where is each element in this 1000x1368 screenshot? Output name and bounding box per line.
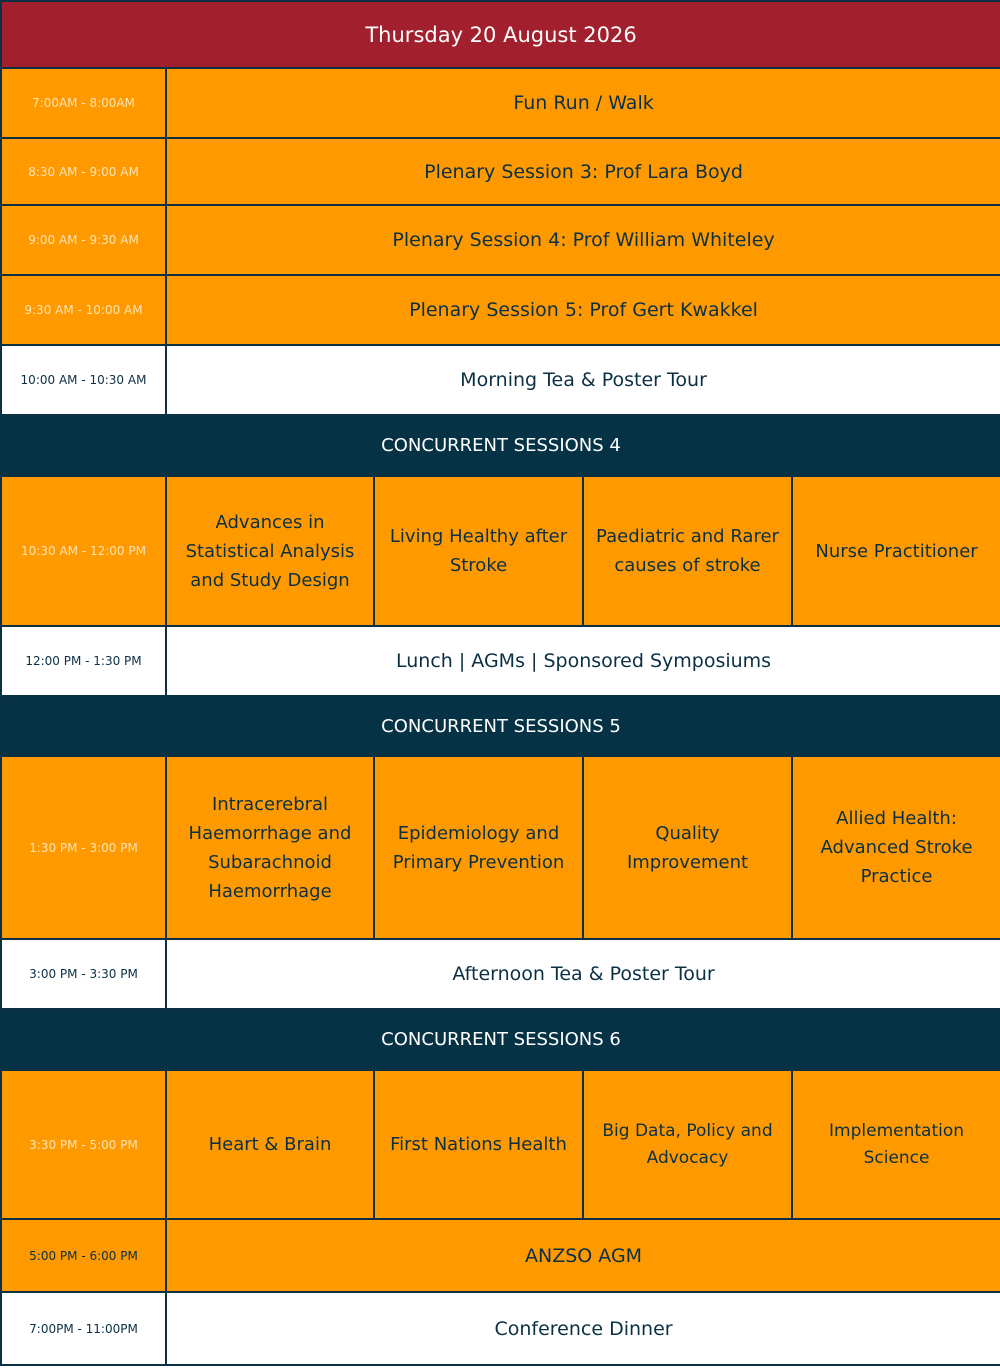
time-slot: 10:30 AM - 12:00 PM [1, 476, 166, 626]
schedule-row [1, 275, 1000, 345]
session-cell: Nurse Practitioner [792, 476, 1000, 626]
concurrent-band-row [1, 1009, 1000, 1070]
session-cell: Living Healthy after Stroke [374, 476, 583, 626]
event-cell: Lunch | AGMs | Sponsored Symposiums [166, 626, 1000, 696]
session-cell: Advances in Statistical Analysis and Study Design [166, 476, 374, 626]
time-slot: 5:00 PM - 6:00 PM [1, 1219, 166, 1292]
schedule-row [1, 1219, 1000, 1292]
concurrent-band-row [1, 696, 1000, 756]
schedule-row [1, 626, 1000, 696]
session-cell: Paediatric and Rarer causes of stroke [583, 476, 792, 626]
schedule-row [1, 939, 1000, 1009]
event-cell: Plenary Session 3: Prof Lara Boyd [166, 138, 1000, 205]
time-slot: 9:30 AM - 10:00 AM [1, 275, 166, 345]
time-slot: 3:30 PM - 5:00 PM [1, 1070, 166, 1219]
concurrent-row [1, 756, 1000, 939]
event-cell: ANZSO AGM [166, 1219, 1000, 1292]
schedule-row [1, 68, 1000, 138]
session-cell: Heart & Brain [166, 1070, 374, 1219]
concurrent-band-row [1, 415, 1000, 476]
session-cell: Epidemiology and Primary Prevention [374, 756, 583, 939]
event-cell: Afternoon Tea & Poster Tour [166, 939, 1000, 1009]
time-slot: 10:00 AM - 10:30 AM [1, 345, 166, 415]
session-cell: First Nations Health [374, 1070, 583, 1219]
concurrent-sessions-heading: CONCURRENT SESSIONS 4 [1, 415, 1000, 476]
concurrent-sessions-heading: CONCURRENT SESSIONS 6 [1, 1009, 1000, 1070]
event-cell: Fun Run / Walk [166, 68, 1000, 138]
event-cell: Conference Dinner [166, 1292, 1000, 1365]
time-slot: 8:30 AM - 9:00 AM [1, 138, 166, 205]
time-slot: 3:00 PM - 3:30 PM [1, 939, 166, 1009]
schedule-row [1, 345, 1000, 415]
event-cell: Plenary Session 4: Prof William Whiteley [166, 205, 1000, 275]
event-cell: Morning Tea & Poster Tour [166, 345, 1000, 415]
session-cell: Intracerebral Haemorrhage and Subarachnoid Haemorrhage [166, 756, 374, 939]
schedule-row [1, 1292, 1000, 1365]
schedule-row [1, 138, 1000, 205]
session-cell: Implementation Science [792, 1070, 1000, 1219]
concurrent-row [1, 476, 1000, 626]
session-cell: Allied Health: Advanced Stroke Practice [792, 756, 1000, 939]
day-title: Thursday 20 August 2026 [1, 1, 1000, 68]
day-header-row [1, 1, 1000, 68]
event-cell: Plenary Session 5: Prof Gert Kwakkel [166, 275, 1000, 345]
time-slot: 9:00 AM - 9:30 AM [1, 205, 166, 275]
concurrent-row [1, 1070, 1000, 1219]
time-slot: 1:30 PM - 3:00 PM [1, 756, 166, 939]
session-cell: Quality Improvement [583, 756, 792, 939]
time-slot: 7:00AM - 8:00AM [1, 68, 166, 138]
time-slot: 7:00PM - 11:00PM [1, 1292, 166, 1365]
schedule-row [1, 205, 1000, 275]
session-cell: Big Data, Policy and Advocacy [583, 1070, 792, 1219]
concurrent-sessions-heading: CONCURRENT SESSIONS 5 [1, 696, 1000, 756]
time-slot: 12:00 PM - 1:30 PM [1, 626, 166, 696]
